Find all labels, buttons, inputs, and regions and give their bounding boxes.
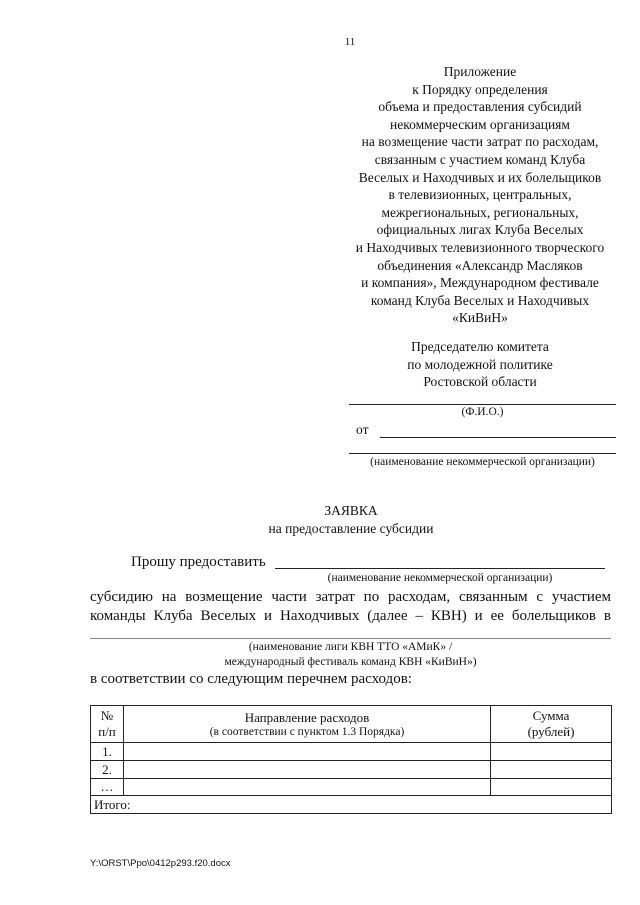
body-line: субсидию на возмещение части затрат по расходам, связанным с участием bbox=[90, 589, 611, 605]
addressee-line: по молодежной политике bbox=[407, 356, 553, 372]
row-direction-cell[interactable] bbox=[124, 743, 491, 761]
appendix-line: и компания», Международном фестивале bbox=[361, 275, 599, 291]
org-caption: (наименование некоммерческой организации) bbox=[370, 456, 595, 468]
col-number-header bbox=[91, 706, 124, 743]
document-title: ЗАЯВКА bbox=[324, 503, 378, 518]
col-direction-note: (в соответствии с пунктом 1.3 Порядка) bbox=[209, 726, 405, 738]
appendix-line: объема и предоставления субсидий bbox=[378, 99, 582, 115]
col-sum-line: (рублей) bbox=[527, 724, 575, 739]
from-label: от bbox=[356, 422, 369, 437]
row-direction-cell[interactable] bbox=[124, 779, 491, 796]
org-line[interactable] bbox=[349, 453, 616, 454]
fio-caption: (Ф.И.О.) bbox=[461, 406, 504, 418]
request-caption: (наименование некоммерческой организации) bbox=[327, 572, 553, 584]
footer-file-path: Y:\ORST\Ppo\0412p293.f20.docx bbox=[90, 858, 231, 869]
from-line[interactable] bbox=[380, 437, 616, 438]
row-number: 2. bbox=[91, 761, 124, 779]
appendix-line: некоммерческим организациям bbox=[390, 116, 570, 132]
appendix-line: команд Клуба Веселых и Находчивых bbox=[370, 292, 590, 308]
addressee-line: Ростовской области bbox=[423, 374, 537, 390]
appendix-line: объединения «Александр Масляков bbox=[377, 257, 583, 273]
table-row bbox=[91, 743, 612, 761]
appendix-line: межрегиональных, региональных, bbox=[381, 204, 579, 220]
col-sum-header bbox=[491, 706, 612, 743]
table-row bbox=[91, 761, 612, 779]
col-number-line: № bbox=[100, 708, 114, 723]
appendix-line: и Находчивых телевизионного творческого bbox=[355, 239, 605, 255]
addressee-line: Председателю комитета bbox=[411, 339, 549, 354]
row-sum-cell[interactable] bbox=[491, 743, 612, 761]
row-direction-cell[interactable] bbox=[124, 761, 491, 779]
document-subtitle: на предоставление субсидии bbox=[268, 521, 434, 536]
row-sum-cell[interactable] bbox=[491, 761, 612, 779]
row-number: 1. bbox=[91, 743, 124, 761]
table-total-row bbox=[91, 796, 612, 814]
request-org-line[interactable] bbox=[275, 568, 605, 569]
list-intro: в соответствии со следующим перечнем расходов: bbox=[90, 671, 412, 687]
appendix-line: связанным с участием команд Клуба bbox=[374, 151, 586, 167]
expenses-table bbox=[90, 705, 612, 814]
request-body bbox=[90, 588, 611, 626]
col-number-line: п/п bbox=[98, 724, 116, 739]
total-label: Итого: bbox=[91, 796, 612, 814]
col-direction-line: Направление расходов bbox=[244, 710, 370, 725]
col-direction-header bbox=[124, 706, 491, 743]
league-caption-1: (наименование лиги КВН ТТО «АМиК» / bbox=[248, 641, 453, 653]
appendix-heading bbox=[330, 63, 630, 327]
fio-line[interactable] bbox=[349, 404, 616, 405]
request-label: Прошу предоставить bbox=[131, 554, 266, 570]
league-caption-2: международный фестиваль команд КВН «КиВиН») bbox=[224, 656, 477, 668]
appendix-line: к Порядку определения bbox=[412, 81, 548, 97]
addressee-block bbox=[360, 338, 600, 391]
appendix-line: «КиВиН» bbox=[452, 310, 508, 326]
table-row bbox=[91, 779, 612, 796]
league-line[interactable] bbox=[90, 638, 611, 639]
appendix-line: на возмещение части затрат по расходам, bbox=[361, 134, 599, 150]
row-sum-cell[interactable] bbox=[491, 779, 612, 796]
appendix-line: официальных лигах Клуба Веселых bbox=[376, 222, 584, 238]
appendix-line: Веселых и Находчивых и их болельщиков bbox=[358, 169, 602, 185]
appendix-line: в телевизионных, центральных, bbox=[388, 187, 572, 203]
col-sum-line: Сумма bbox=[532, 708, 570, 723]
body-line: команды Клуба Веселых и Находчивых (далее – КВН) и ее болельщиков в bbox=[90, 608, 611, 624]
row-number: … bbox=[91, 779, 124, 796]
page-number: 11 bbox=[344, 36, 356, 48]
table-header-row bbox=[91, 706, 612, 743]
appendix-line: Приложение bbox=[443, 64, 517, 79]
